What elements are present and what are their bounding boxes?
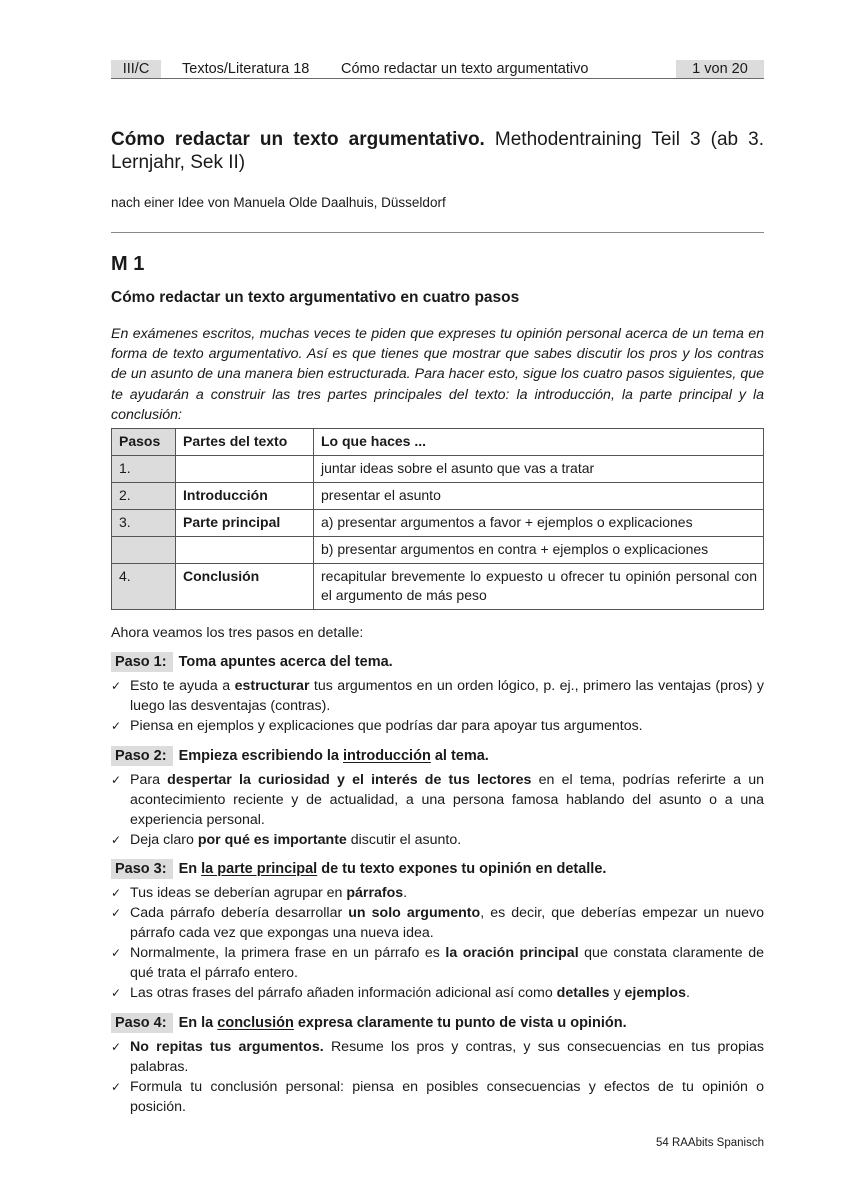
text: discutir el asunto. [346,832,462,848]
bold-text: la oración principal [445,945,579,961]
title-rest: Methodentraining Teil 3 (ab 3. Lernjahr, Sek II) [111,129,764,173]
step-title: Empieza escribiendo la [178,748,343,764]
cell-action: presentar el asunto [314,483,764,510]
cell-step: 3. [112,510,176,537]
check-icon: ✓ [111,986,122,1000]
steps-table [111,428,764,610]
check-icon: ✓ [111,1080,122,1094]
cell-action: b) presentar argumentos en contra + ejemplos o explicaciones [314,537,764,564]
running-header [111,60,764,79]
title-bold: Cómo redactar un texto argumentativo. [111,129,485,150]
text: Piensa en ejemplos y explicaciones que podrías dar para apoyar tus argumentos. [130,718,643,734]
check-icon: ✓ [111,906,122,920]
material-label: M 1 [111,253,145,275]
step-tag: Paso 1: [111,652,173,672]
step-3 [111,859,764,1003]
text: en el tema, podrías referirte a un acontecimiento reciente y de actualidad, a una persona famosa hablando del asunto o a una experiencia personal. [130,772,764,828]
column-header: Pasos [112,429,176,456]
step-heading [111,746,764,766]
list-item [111,1077,764,1117]
text: Deja claro [130,832,198,848]
column-header: Partes del texto [176,429,314,456]
table-row [112,483,764,510]
cell-action: recapitular brevemente lo expuesto u ofrecer tu opinión personal con el argumento de más peso [314,564,764,610]
text: Normalmente, la primera frase en un párrafo es [130,945,446,961]
step-title-end: expresa claramente tu punto de vista u opinión. [293,1015,627,1031]
section-badge: III/C [111,60,161,78]
text: Las otras frases del párrafo añaden información adicional así como [130,985,557,1001]
cell-action: juntar ideas sobre el asunto que vas a tratar [314,456,764,483]
page-number-badge: 1 von 20 [676,60,764,78]
bold-text: No repitas tus argumentos. [130,1039,324,1055]
lead-text: Ahora veamos los tres pasos en detalle: [111,625,364,641]
bold-text: despertar la curiosidad y el interés de tus lectores [167,772,532,788]
text: Formula tu conclusión personal: piensa en posibles consecuencias y efectos de tu opinión o posición. [130,1079,764,1115]
step-title: Toma apuntes acerca del tema. [178,654,393,670]
table-row [112,564,764,610]
author-line: nach einer Idee von Manuela Olde Daalhuis, Düsseldorf [111,195,446,210]
table-row [112,456,764,483]
divider [111,232,764,233]
step-2 [111,746,764,850]
bullet-list [111,676,764,736]
step-title-end: al tema. [430,748,489,764]
list-item [111,716,764,736]
list-item [111,943,764,983]
step-title-end: de tu texto expones tu opinión en detalle. [317,861,607,877]
bold-text: ejemplos [624,985,686,1001]
step-title: En [178,861,202,877]
cell-step [112,537,176,564]
check-icon: ✓ [111,679,122,693]
step-title-underlined: introducción [343,748,431,764]
publisher-footer: 54 RAAbits Spanisch [655,1137,764,1149]
bold-text: detalles [556,985,610,1001]
step-tag: Paso 4: [111,1013,173,1033]
text: que constata claramente de qué trata el párrafo entero. [130,945,764,981]
check-icon: ✓ [111,886,122,900]
cell-part [176,456,314,483]
bold-text: estructurar [234,678,310,694]
list-item [111,676,764,716]
check-icon: ✓ [111,719,122,733]
text: tus argumentos en un orden lógico, p. ej., primero las ventajas (pros) y luego las desventajas (contras). [130,678,764,714]
list-item [111,1037,764,1077]
cell-step: 1. [112,456,176,483]
bold-text: por qué es importante [197,832,347,848]
step-1 [111,652,764,736]
cell-step: 2. [112,483,176,510]
bold-text: un solo argumento [348,905,481,921]
topic-label: Cómo redactar un texto argumentativo [341,61,589,77]
list-item [111,830,764,850]
cell-part: Conclusión [176,564,314,610]
cell-part: Parte principal [176,510,314,537]
check-icon: ✓ [111,1040,122,1054]
text: . [686,985,690,1001]
text: Esto te ayuda a [130,678,235,694]
bullet-list [111,883,764,1003]
step-title: En la [178,1015,218,1031]
table-row [112,510,764,537]
check-icon: ✓ [111,773,122,787]
text: Cada párrafo debería desarrollar [130,905,349,921]
cell-step: 4. [112,564,176,610]
cell-part [176,537,314,564]
step-title-underlined: conclusión [217,1015,294,1031]
step-4 [111,1013,764,1117]
series-label: Textos/Literatura 18 [182,61,310,77]
cell-action: a) presentar argumentos a favor + ejemplos o explicaciones [314,510,764,537]
text: Tus ideas se deberían agrupar en [130,885,347,901]
list-item [111,883,764,903]
step-heading [111,652,764,672]
column-header: Lo que haces ... [314,429,764,456]
text: . [403,885,408,901]
table-header-row [112,429,764,456]
document-title [111,128,764,174]
bullet-list [111,770,764,850]
section-subtitle: Cómo redactar un texto argumentativo en cuatro pasos [111,289,520,306]
step-tag: Paso 3: [111,859,173,879]
step-heading [111,1013,764,1033]
text: Para [130,772,168,788]
list-item [111,903,764,943]
check-icon: ✓ [111,946,122,960]
step-title-underlined: la parte principal [201,861,318,877]
intro-paragraph: En exámenes escritos, muchas veces te piden que expreses tu opinión personal acerca de un tema en forma de texto argumentativo. Así es que tienes que mostrar que sabes discutir los pros y los contras de un asunto de una manera bien estructurada. Para hacer esto, sigue los cuatro pasos siguientes, que te ayudarán a construir las tres partes principales del texto: la introducción, la parte principal y la conclusión: [111,326,764,423]
bold-text: párrafos [346,885,404,901]
text: Resume los pros y contras, y sus consecuencias en tus propias palabras. [130,1039,765,1075]
table-row [112,537,764,564]
list-item [111,770,764,830]
text: , es decir, que deberías empezar un nuevo párrafo cada vez que expongas una nueva idea. [130,905,764,941]
check-icon: ✓ [111,833,122,847]
cell-part: Introducción [176,483,314,510]
step-heading [111,859,764,879]
text: y [609,985,625,1001]
list-item [111,983,764,1003]
step-tag: Paso 2: [111,746,173,766]
bullet-list [111,1037,764,1117]
